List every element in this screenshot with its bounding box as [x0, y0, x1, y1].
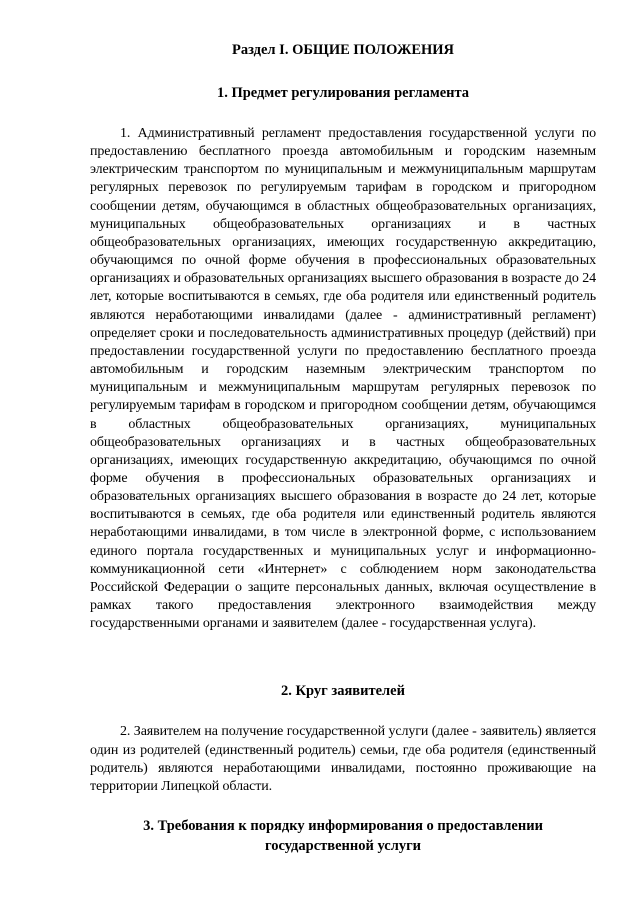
subsection-2-paragraph: 2. Заявителем на получение государственной услуги (далее - заявитель) является один из родителей (единственный родитель) семьи, где оба родителя (единственный родитель) являются неработающими инвалидами, постоянно проживающие на территории Липецкой области. — [90, 724, 596, 794]
subsection-1-heading: 1. Предмет регулирования регламента — [216, 85, 470, 101]
subsection-1-paragraph: 1. Административный регламент предоставления государственной услуги по предоставлению бесплатного проезда автомобильным и городским наземным электрическим транспортом по муниципальным и межмуниципальным маршрутам регулярных перевозок по регулируемым тарифам в городском и пригородном сообщении детям, обучающимся в областных общеобразовательных организациях, муниципальных общеобразовательных организациях и в частных общеобразовательных организациях, имеющих государственную аккредитацию, обучающимся по очной форме обучения в профессиональных образовательных организациях и образовательных организациях высшего образования в возрасте до 24 лет, которые воспитываются в семьях, где оба родителя или единственный родитель являются неработающими инвалидами (далее - административный регламент) определяет сроки и последовательность административных процедур (действий) при предоставлении государственной услуги по предоставлению бесплатного проезда автомобильным и городским наземным электрическим транспортом по муниципальным и межмуниципальным маршрутам регулярных перевозок по регулируемым тарифам в городском и пригородном сообщении детям, обучающимся в областных общеобразовательных организациях, муниципальных общеобразовательных организациях и в частных общеобразовательных организациях, имеющих государственную аккредитацию, обучающимся по очной форме обучения в профессиональных образовательных организациях и образовательных организациях высшего образования в возрасте до 24 лет, которые воспитываются в семьях, где оба родителя или единственный родитель являются неработающими инвалидами, в том числе в электронной форме, с использованием единого портала государственных и муниципальных услуг и информационно-коммуникационной сети «Интернет» с соблюдением норм законодательства Российской Федерации о защите персональных данных, включая осуществление в рамках такого предоставления электронного взаимодействия между государственными органами и заявителем (далее - государственная услуга). — [90, 126, 596, 632]
subsection-3-heading: 3. Требования к порядку информирования о предоставлении государственной услуги — [143, 818, 543, 854]
document-page — [90, 40, 596, 856]
subsection-2-heading: 2. Круг заявителей — [281, 683, 405, 700]
section-title: Раздел I. ОБЩИЕ ПОЛОЖЕНИЯ — [231, 42, 455, 58]
